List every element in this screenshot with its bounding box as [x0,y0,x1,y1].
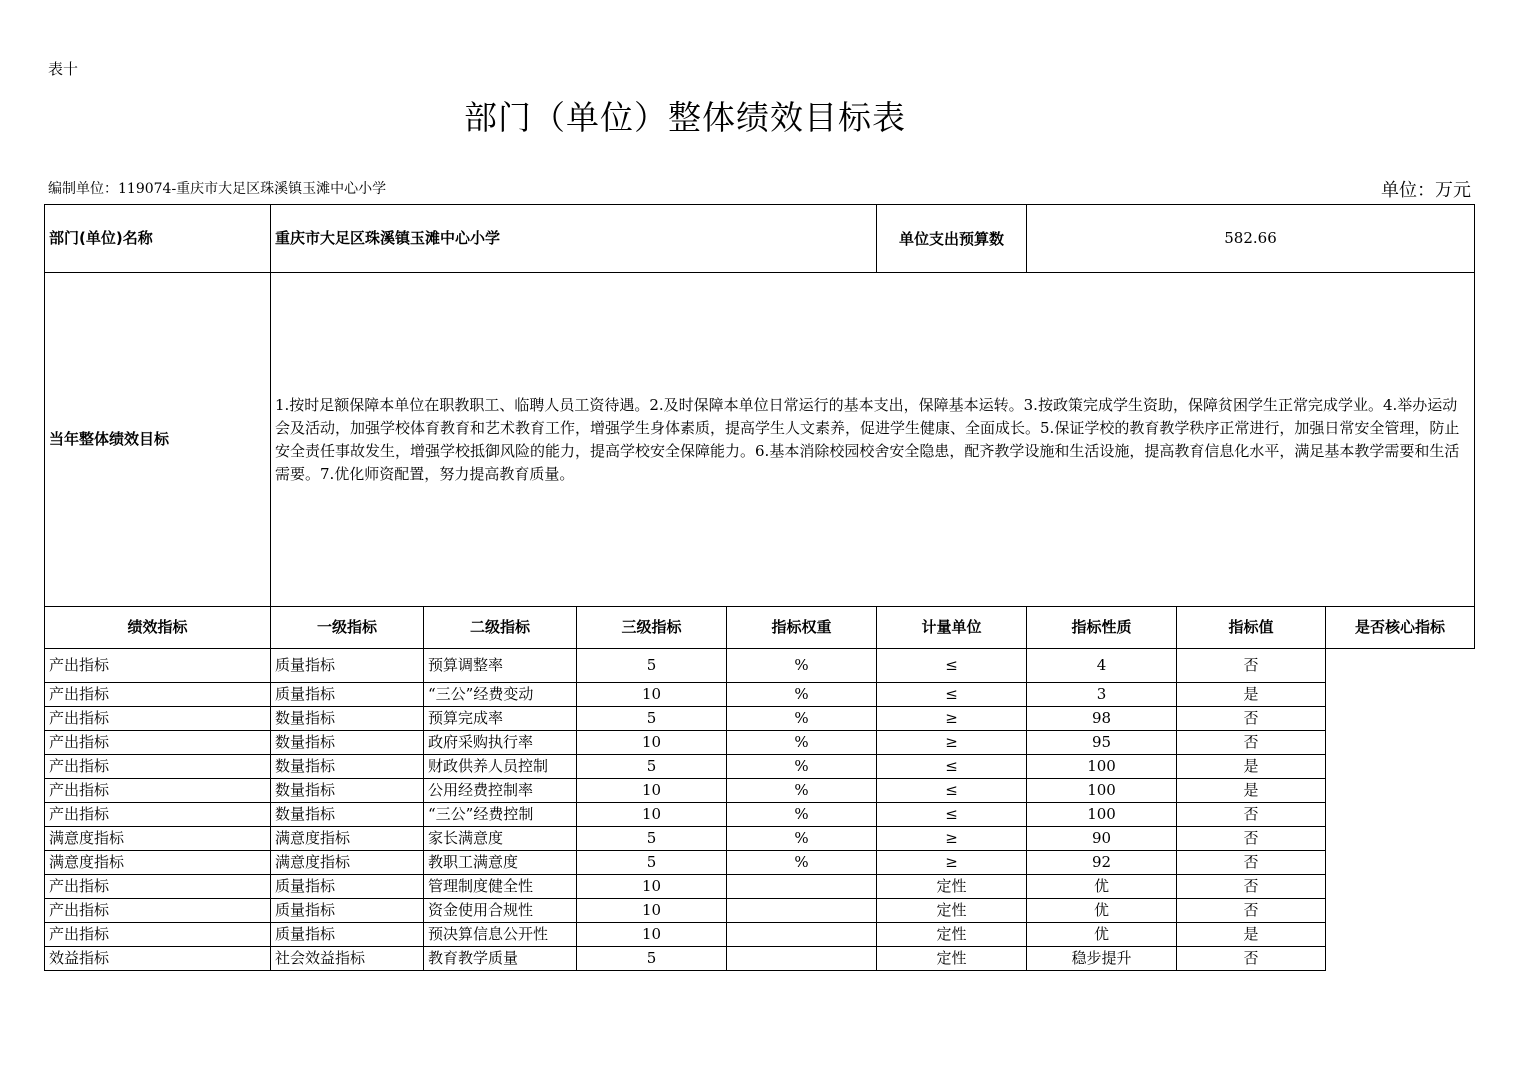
dept-name-value: 重庆市大足区珠溪镇玉滩中心小学 [271,205,877,273]
performance-table [44,204,1475,971]
table-cell: % [727,707,877,731]
column-header: 指标性质 [1027,607,1177,649]
table-cell: 否 [1177,899,1326,923]
column-header: 是否核心指标 [1326,607,1475,649]
table-cell: 数量指标 [271,779,424,803]
table-row [45,923,1475,947]
table-cell: 财政供养人员控制 [424,755,577,779]
table-cell: 产出指标 [45,875,271,899]
table-cell: % [727,683,877,707]
table-cell: 预算调整率 [424,649,577,683]
table-cell: ≤ [877,803,1027,827]
table-cell: “三公”经费变动 [424,683,577,707]
table-cell: 预算完成率 [424,707,577,731]
table-cell [727,947,877,971]
table-cell: % [727,649,877,683]
table-cell: 满意度指标 [271,827,424,851]
table-cell: 定性 [877,947,1027,971]
table-cell [727,923,877,947]
table-row [45,649,1475,683]
table-cell: 家长满意度 [424,827,577,851]
table-cell: 产出指标 [45,779,271,803]
table-cell: 10 [577,875,727,899]
table-number: 表十 [48,60,79,78]
column-header: 三级指标 [577,607,727,649]
table-cell: ≤ [877,779,1027,803]
table-cell: 是 [1177,923,1326,947]
table-cell: 社会效益指标 [271,947,424,971]
table-cell: 数量指标 [271,731,424,755]
table-cell: 产出指标 [45,803,271,827]
table-row [45,875,1475,899]
table-row [45,683,1475,707]
table-row [45,827,1475,851]
table-row [45,707,1475,731]
table-cell: 10 [577,683,727,707]
table-cell: 产出指标 [45,899,271,923]
table-cell: 4 [1027,649,1177,683]
table-cell: % [727,779,877,803]
table-cell: % [727,731,877,755]
table-cell: 100 [1027,803,1177,827]
column-header: 指标值 [1177,607,1326,649]
table-cell: 定性 [877,875,1027,899]
table-cell: 政府采购执行率 [424,731,577,755]
table-cell: 数量指标 [271,755,424,779]
table-cell: 否 [1177,731,1326,755]
table-cell: 教职工满意度 [424,851,577,875]
table-cell: 公用经费控制率 [424,779,577,803]
table-cell: 稳步提升 [1027,947,1177,971]
table-cell: 质量指标 [271,649,424,683]
table-row [45,803,1475,827]
table-cell: 92 [1027,851,1177,875]
column-header: 一级指标 [271,607,424,649]
table-cell: 优 [1027,875,1177,899]
table-cell: 95 [1027,731,1177,755]
table-cell: 是 [1177,755,1326,779]
table-cell: 产出指标 [45,683,271,707]
table-cell: 产出指标 [45,649,271,683]
budget-value: 582.66 [1027,205,1475,273]
table-cell: 质量指标 [271,683,424,707]
table-cell: 5 [577,947,727,971]
table-cell: 5 [577,649,727,683]
table-cell: ≤ [877,649,1027,683]
table-cell [727,875,877,899]
table-cell: 资金使用合规性 [424,899,577,923]
table-cell: 质量指标 [271,899,424,923]
table-cell: 产出指标 [45,923,271,947]
table-cell: ≥ [877,707,1027,731]
table-cell: 10 [577,899,727,923]
table-cell: 否 [1177,851,1326,875]
table-cell: 10 [577,779,727,803]
table-cell: 否 [1177,649,1326,683]
table-cell: 产出指标 [45,731,271,755]
table-cell: 优 [1027,899,1177,923]
table-cell: 10 [577,923,727,947]
table-cell: 满意度指标 [45,827,271,851]
table-cell: 100 [1027,779,1177,803]
table-cell: 是 [1177,683,1326,707]
table-cell: 10 [577,803,727,827]
dept-name-label: 部门(单位)名称 [45,205,271,273]
table-cell: 90 [1027,827,1177,851]
table-cell: 定性 [877,923,1027,947]
table-cell: 5 [577,755,727,779]
table-cell: 产出指标 [45,707,271,731]
table-cell: 是 [1177,779,1326,803]
table-cell: 5 [577,827,727,851]
table-cell: 否 [1177,827,1326,851]
page-title: 部门（单位）整体绩效目标表 [464,98,906,137]
table-cell: 定性 [877,899,1027,923]
table-cell: 数量指标 [271,803,424,827]
table-cell: 质量指标 [271,923,424,947]
table-cell: 质量指标 [271,875,424,899]
table-cell: 5 [577,851,727,875]
indicators-label: 绩效指标 [45,607,271,649]
table-cell: 3 [1027,683,1177,707]
table-cell: % [727,803,877,827]
table-cell: 否 [1177,707,1326,731]
table-cell: 否 [1177,875,1326,899]
table-cell: % [727,827,877,851]
table-cell: 98 [1027,707,1177,731]
table-cell: ≥ [877,851,1027,875]
column-header: 指标权重 [727,607,877,649]
table-cell: 100 [1027,755,1177,779]
table-cell: 产出指标 [45,755,271,779]
table-cell: 数量指标 [271,707,424,731]
goal-text: 1.按时足额保障本单位在职教职工、临聘人员工资待遇。2.及时保障本单位日常运行的基本支出，保障基本运转。3.按政策完成学生资助，保障贫困学生正常完成学业。4.举办运动会及活动，加强学校体育教育和艺术教育工作，增强学生身体素质，提高学生人文素养，促进学生健康、全面成长。5.保证学校的教育教学秩序正常进行，加强日常安全管理，防止安全责任事故发生，增强学校抵御风险的能力，提高学校安全保障能力。6.基本消除校园校舍安全隐患，配齐教学设施和生活设施，提高教育信息化水平，满足基本教学需要和生活需要。7.优化师资配置，努力提高教育质量。 [271,273,1475,607]
table-cell: ≤ [877,683,1027,707]
table-cell: 10 [577,731,727,755]
currency-unit: 单位：万元 [1381,180,1471,201]
table-cell: 满意度指标 [271,851,424,875]
table-cell: % [727,755,877,779]
table-row [45,779,1475,803]
table-row [45,899,1475,923]
column-header: 计量单位 [877,607,1027,649]
table-row [45,755,1475,779]
column-header: 二级指标 [424,607,577,649]
table-row [45,851,1475,875]
table-cell: % [727,851,877,875]
budget-label: 单位支出预算数 [877,205,1027,273]
table-cell [727,899,877,923]
table-row [45,947,1475,971]
table-cell: 教育教学质量 [424,947,577,971]
table-cell: ≥ [877,731,1027,755]
table-cell: 满意度指标 [45,851,271,875]
table-cell: ≤ [877,755,1027,779]
table-cell: 效益指标 [45,947,271,971]
table-cell: 否 [1177,803,1326,827]
table-cell: 预决算信息公开性 [424,923,577,947]
table-cell: 否 [1177,947,1326,971]
table-cell: “三公”经费控制 [424,803,577,827]
table-cell: 优 [1027,923,1177,947]
table-cell: 管理制度健全性 [424,875,577,899]
table-row [45,731,1475,755]
table-cell: ≥ [877,827,1027,851]
goal-label: 当年整体绩效目标 [45,273,271,607]
compiler-unit: 编制单位：119074-重庆市大足区珠溪镇玉滩中心小学 [48,181,387,197]
table-cell: 5 [577,707,727,731]
